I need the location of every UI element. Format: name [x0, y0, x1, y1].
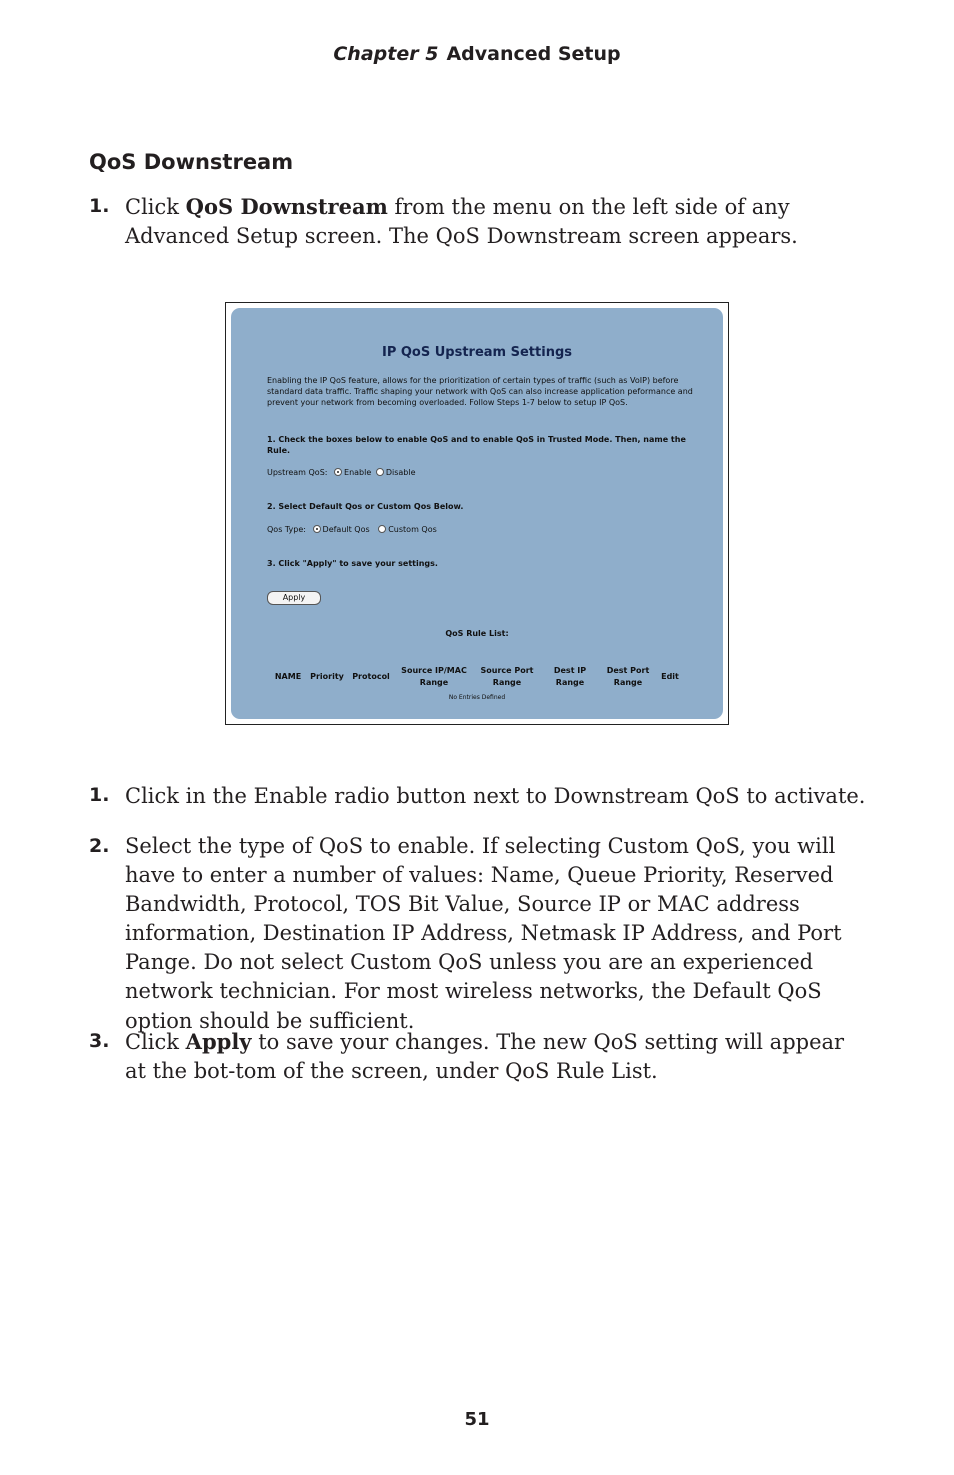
default-qos-label: Default Qos [322, 525, 370, 534]
default-qos-radio[interactable] [313, 525, 321, 533]
screenshot-figure [225, 302, 729, 725]
disable-radio[interactable] [376, 468, 384, 476]
column-dest-ip: Dest IP Range [553, 666, 587, 687]
column-priority: Priority [310, 672, 344, 681]
step-number: 1. [89, 195, 110, 217]
rule-list-label: QoS Rule List: [445, 629, 509, 638]
no-entries-text: No Entries Defined [448, 694, 506, 701]
column-edit: Edit [661, 672, 679, 681]
column-name: NAME [274, 672, 302, 681]
column-dest-port: Dest Port Range [606, 666, 650, 687]
step-text: Select the type of QoS to enable. If selecting Custom QoS, you will have to enter a number of values: Name, Queue Priority, Reserved Bandwidth, Protocol, TOS Bit Value, Source IP or MAC address information, Destination IP Address, Netmask IP Address, and Port Pange. Do not select Custom QoS unless you are an experienced network technician. For most wireless networks, the Default QoS option should be sufficient. [125, 834, 842, 1033]
chapter-label: Chapter 5 [333, 43, 439, 65]
column-protocol: Protocol [352, 672, 390, 681]
column-source-ip-mac: Source IP/MAC Range [401, 666, 467, 687]
step-text: Click QoS Downstream from the menu on the left side of any Advanced Setup screen. The QoS Downstream screen appears. [125, 194, 798, 248]
disable-label: Disable [385, 468, 416, 477]
panel-description: Enabling the IP QoS feature, allows for the prioritization of certain types of traffic (such as VoIP) before standard data traffic. Traffic shaping your network with QoS can also increase application peformance and prevent your network from becoming overloaded. Follow Steps 1-7 below to setup IP QoS. [267, 376, 693, 407]
qos-settings-panel [231, 308, 723, 719]
panel-step-1: 1. Check the boxes below to enable QoS and to enable QoS in Trusted Mode. Then, name the Rule. [267, 435, 686, 455]
custom-qos-radio[interactable] [378, 525, 386, 533]
intro-step [89, 192, 869, 251]
step-number: 3. [89, 1030, 110, 1052]
step-item [89, 1027, 869, 1086]
qos-type-row [267, 524, 437, 535]
custom-qos-label: Custom Qos [388, 525, 437, 534]
section-title: QoS Downstream [89, 150, 294, 174]
panel-step-3: 3. Click "Apply" to save your settings. [267, 559, 438, 568]
enable-label: Enable [344, 468, 372, 477]
enable-radio[interactable] [334, 468, 342, 476]
upstream-qos-row [267, 467, 416, 478]
qos-type-label: Qos Type: [267, 525, 306, 534]
column-source-port: Source Port Range [480, 666, 534, 687]
upstream-qos-label: Upstream QoS: [267, 468, 328, 477]
step-number: 1. [89, 784, 110, 806]
chapter-title: Advanced Setup [446, 43, 621, 65]
panel-title: IP QoS Upstream Settings [381, 345, 572, 360]
step-text: Click in the Enable radio button next to Downstream QoS to activate. [125, 784, 866, 808]
step-text: Click Apply to save your changes. The new QoS setting will appear at the bot-tom of the screen, under QoS Rule List. [125, 1029, 845, 1083]
step-item [89, 781, 869, 811]
step-item [89, 832, 869, 1036]
step-number: 2. [89, 835, 110, 857]
apply-button[interactable]: Apply [267, 591, 321, 605]
page-number: 51 [464, 1409, 490, 1430]
page-header [0, 43, 954, 65]
panel-step-2: 2. Select Default Qos or Custom Qos Below. [267, 502, 464, 511]
